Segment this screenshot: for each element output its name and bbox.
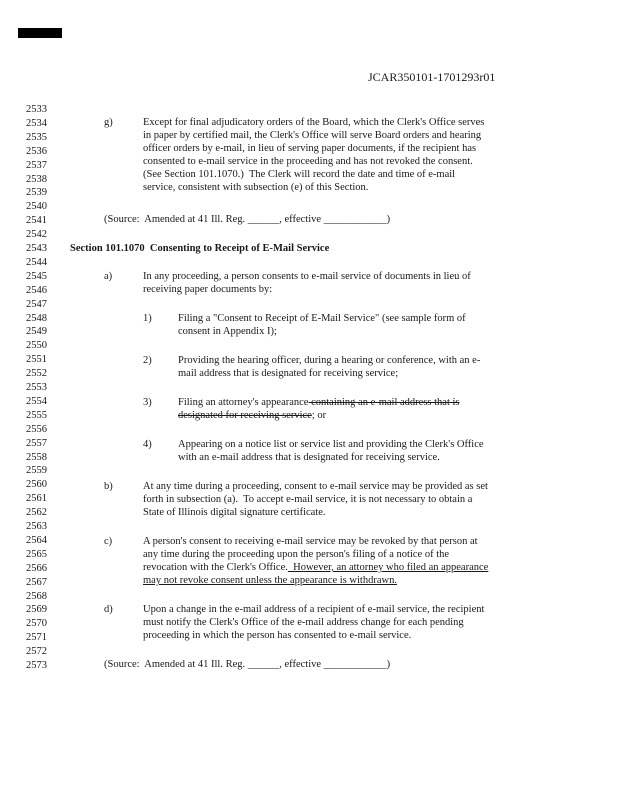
redaction-bar xyxy=(18,28,62,38)
item-label-a4: 4) xyxy=(143,439,152,450)
line-number: 2544 xyxy=(26,256,47,268)
line-number: 2536 xyxy=(26,145,47,157)
a3-deleted-text: designated for receiving service xyxy=(178,410,312,421)
c-text: revocation with the Clerk's Office. xyxy=(143,562,288,573)
b-line: State of Illinois digital signature certificate. xyxy=(143,507,326,518)
line-number: 2538 xyxy=(26,173,47,185)
item-label-a2: 2) xyxy=(143,355,152,366)
line-number: 2559 xyxy=(26,465,47,477)
line-number: 2552 xyxy=(26,368,47,380)
a2-line: mail address that is designated for receiving service; xyxy=(178,368,399,379)
g-line: service, consistent with subsection (e) of this Section. xyxy=(143,182,369,193)
line-number: 2573 xyxy=(26,660,47,671)
line-number: 2534 xyxy=(26,117,47,129)
a-line: receiving paper documents by: xyxy=(143,284,273,295)
item-label-d: d) xyxy=(104,604,113,615)
line-number: 2548 xyxy=(26,312,47,324)
item-label-a1: 1) xyxy=(143,313,152,324)
a1-line: consent in Appendix I); xyxy=(178,326,277,337)
line-number: 2561 xyxy=(26,493,47,505)
line-number: 2566 xyxy=(26,562,47,574)
b-line: At any time during a proceeding, consent to e-mail service may be provided as set xyxy=(143,481,488,492)
line-number: 2572 xyxy=(26,646,47,658)
line-number: 2533 xyxy=(26,104,47,115)
c-inserted-text: may not revoke consent unless the appearance is withdrawn. xyxy=(143,575,397,586)
a3-line-1 xyxy=(178,396,460,409)
g-line: in paper by certified mail, the Clerk's Office will serve Board orders and hearing xyxy=(143,130,482,141)
line-number: 2569 xyxy=(26,604,47,616)
line-number: 2554 xyxy=(26,395,47,407)
c-inserted-text: However, an attorney who filed an appearance xyxy=(287,562,489,573)
line-number: 2557 xyxy=(26,437,47,449)
line-number: 2550 xyxy=(26,340,47,352)
line-number: 2545 xyxy=(26,270,47,282)
item-label-g: g) xyxy=(104,117,113,128)
d-line: must notify the Clerk's Office of the e-mail address change for each pending xyxy=(143,617,464,628)
g-line: consented to e-mail service in the proceeding and has not revoked the consent. xyxy=(143,156,473,167)
line-number: 2560 xyxy=(26,479,47,491)
line-number: 2568 xyxy=(26,590,47,602)
a3-text: ; or xyxy=(311,410,327,421)
a3-deleted-text: containing an e-mail address that is xyxy=(308,397,460,408)
line-number: 2535 xyxy=(26,131,47,143)
line-number: 2541 xyxy=(26,215,47,227)
g-line: (See Section 101.1070.) The Clerk will record the date and time of e-mail xyxy=(143,169,456,180)
a3-text: Filing an attorney's appearance xyxy=(178,397,309,408)
a4-line: with an e-mail address that is designated for receiving service. xyxy=(178,452,440,463)
a-line: In any proceeding, a person consents to e-mail service of documents in lieu of xyxy=(143,271,471,282)
source-note: (Source: Amended at 41 Ill. Reg. ______, effective ____________) xyxy=(104,214,391,225)
a1-line: Filing a "Consent to Receipt of E-Mail Service" (see sample form of xyxy=(178,313,466,324)
a2-line: Providing the hearing officer, during a hearing or conference, with an e- xyxy=(178,355,481,366)
a3-line-2 xyxy=(178,409,326,422)
d-line: proceeding in which the person has consented to e-mail service. xyxy=(143,630,412,641)
line-number: 2551 xyxy=(26,354,47,366)
line-number: 2563 xyxy=(26,521,47,532)
section-heading: Section 101.1070 Consenting to Receipt of E-Mail Service xyxy=(70,243,330,254)
line-number: 2537 xyxy=(26,159,47,171)
line-number: 2571 xyxy=(26,632,47,644)
source-note: (Source: Amended at 41 Ill. Reg. ______, effective ____________) xyxy=(104,659,391,670)
item-label-c: c) xyxy=(104,536,113,547)
line-number: 2558 xyxy=(26,451,47,463)
line-number: 2553 xyxy=(26,382,47,393)
line-number: 2564 xyxy=(26,534,47,546)
line-number: 2555 xyxy=(26,409,47,421)
line-number: 2562 xyxy=(26,507,47,519)
c-line-3 xyxy=(143,561,488,574)
document-id: JCAR350101-1701293r01 xyxy=(368,70,496,84)
line-number: 2549 xyxy=(26,326,47,338)
g-line: Except for final adjudicatory orders of the Board, which the Clerk's Office serves xyxy=(143,117,485,128)
b-line: forth in subsection (a). To accept e-mail service, it is not necessary to obtain a xyxy=(143,494,473,505)
line-number: 2543 xyxy=(26,243,47,254)
line-number: 2546 xyxy=(26,284,47,296)
item-label-b: b) xyxy=(104,481,113,492)
line-number: 2565 xyxy=(26,548,47,560)
line-number: 2556 xyxy=(26,423,47,435)
line-number: 2570 xyxy=(26,618,47,630)
a4-line: Appearing on a notice list or service list and providing the Clerk's Office xyxy=(178,439,484,450)
line-number: 2539 xyxy=(26,187,47,199)
line-number: 2547 xyxy=(26,298,47,310)
line-number: 2542 xyxy=(26,229,47,241)
c-line: any time during the proceeding upon the person's filing of a notice of the xyxy=(143,549,450,560)
g-line: officer orders by e-mail, in lieu of serving paper documents, if the recipient has xyxy=(143,143,477,154)
line-number: 2540 xyxy=(26,201,47,213)
line-number: 2567 xyxy=(26,576,47,588)
item-label-a: a) xyxy=(104,271,113,282)
d-line: Upon a change in the e-mail address of a recipient of e-mail service, the recipient xyxy=(143,604,485,615)
c-line: A person's consent to receiving e-mail service may be revoked by that person at xyxy=(143,536,478,547)
item-label-a3: 3) xyxy=(143,397,152,408)
